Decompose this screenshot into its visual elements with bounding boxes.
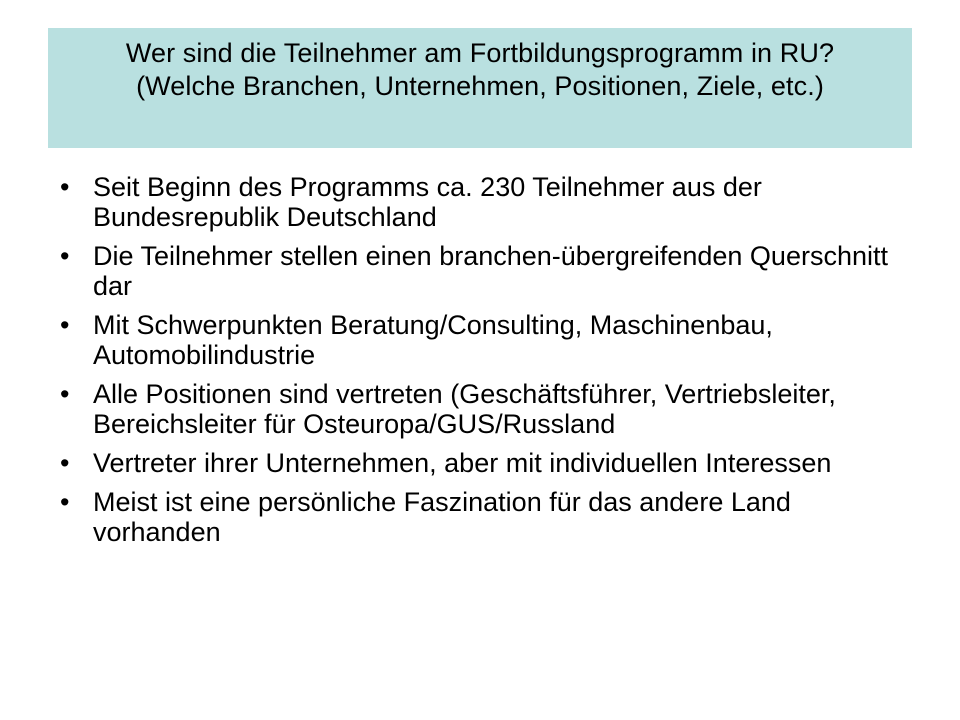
bullet-item-2 (60, 241, 920, 301)
bullet-icon: • (60, 241, 70, 271)
bullet-text: Mit Schwerpunkten Beratung/Consulting, Maschinenbau, Automobilindustrie (93, 310, 773, 370)
bullet-item-5 (60, 448, 920, 478)
bullet-icon: • (60, 379, 70, 409)
slide-title (48, 28, 912, 148)
title-line-1: Wer sind die Teilnehmer am Fortbildungsprogramm in RU? (125, 38, 835, 68)
bullet-item-1 (60, 172, 920, 232)
bullet-text: Vertreter ihrer Unternehmen, aber mit individuellen Interessen (93, 448, 832, 478)
bullet-item-4 (60, 379, 920, 439)
bullet-text: Die Teilnehmer stellen einen branchen-übergreifenden Querschnitt dar (93, 241, 888, 301)
bullet-icon: • (60, 448, 70, 478)
bullet-list (60, 172, 920, 556)
bullet-icon: • (60, 310, 70, 340)
bullet-item-3 (60, 310, 920, 370)
bullet-text: Seit Beginn des Programms ca. 230 Teilnehmer aus der Bundesrepublik Deutschland (93, 172, 762, 232)
bullet-text: Meist ist eine persönliche Faszination für das andere Land vorhanden (93, 487, 791, 547)
bullet-icon: • (60, 172, 70, 202)
bullet-icon: • (60, 487, 70, 517)
bullet-text: Alle Positionen sind vertreten (Geschäftsführer, Vertriebsleiter, Bereichsleiter für Osteuropa/GUS/Russland (93, 379, 836, 439)
bullet-item-6 (60, 487, 920, 547)
title-line-2: (Welche Branchen, Unternehmen, Positionen, Ziele, etc.) (136, 71, 824, 101)
